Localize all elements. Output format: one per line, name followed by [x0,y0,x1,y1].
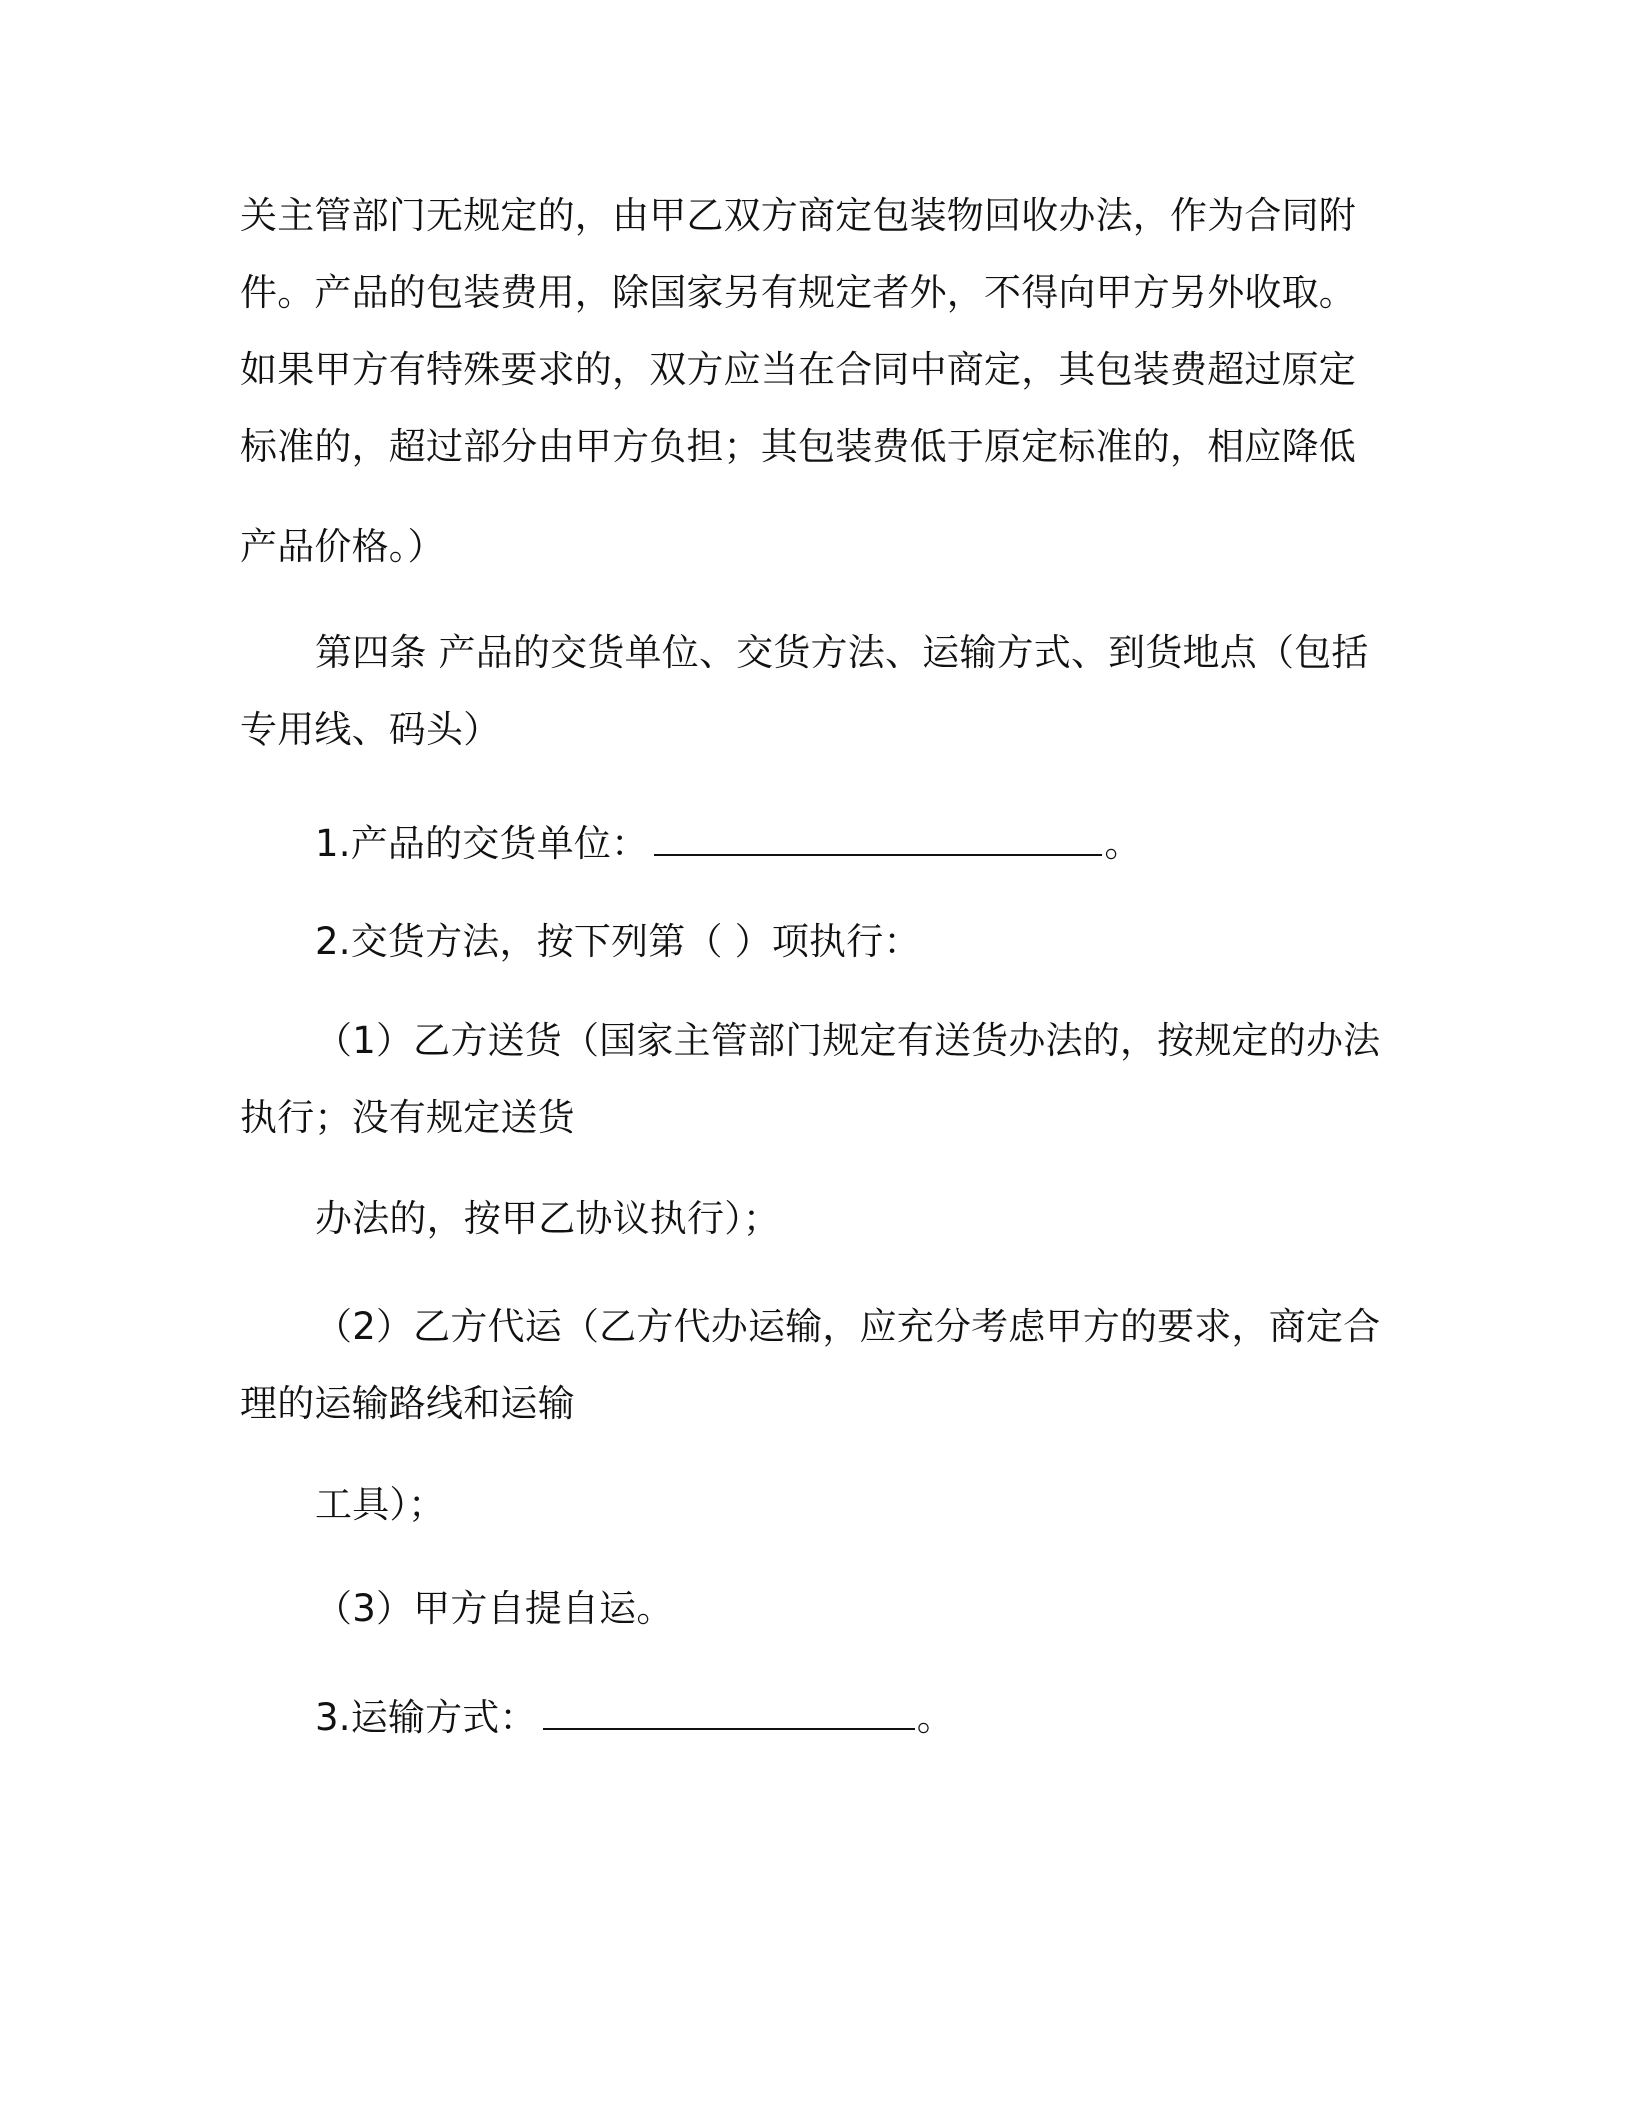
option-line: （2）乙方代运（乙方代办运输，应充分考虑甲方的要求，商定合 [315,1305,1381,1348]
option-line: （1）乙方送货（国家主管部门规定有送货办法的，按规定的办法 [315,1019,1381,1062]
fill-in-blank [543,1690,915,1730]
option-line: 理的运输路线和运输 [240,1382,575,1425]
item-end-punctuation: 。 [916,1696,954,1739]
text-line: 产品价格。） [240,525,445,568]
text-line: 如果甲方有特殊要求的，双方应当在合同中商定，其包装费超过原定 [240,348,1356,391]
item-label: 1.产品的交货单位： [315,822,649,865]
option-line: 办法的，按甲乙协议执行）； [315,1197,781,1240]
item-transport-method [315,1690,954,1743]
text-line: 标准的，超过部分由甲方负担；其包装费低于原定标准的，相应降低 [240,425,1356,468]
option-line: （3）甲方自提自运。 [315,1587,674,1630]
article-heading: 第四条 产品的交货单位、交货方法、运输方式、到货地点（包括 [315,631,1369,674]
item-delivery-unit [315,816,1142,869]
article-heading-continued: 专用线、码头） [240,708,501,751]
item-end-punctuation: 。 [1104,822,1142,865]
option-line: 执行；没有规定送货 [240,1096,575,1139]
item-delivery-method: 2.交货方法，按下列第（ ）项执行： [315,920,921,963]
fill-in-blank [654,816,1102,856]
option-line: 工具）； [315,1483,446,1526]
text-line: 关主管部门无规定的，由甲乙双方商定包装物回收办法，作为合同附 [240,194,1356,237]
text-line: 件。产品的包装费用，除国家另有规定者外，不得向甲方另外收取。 [240,271,1356,314]
item-label: 3.运输方式： [315,1696,537,1739]
